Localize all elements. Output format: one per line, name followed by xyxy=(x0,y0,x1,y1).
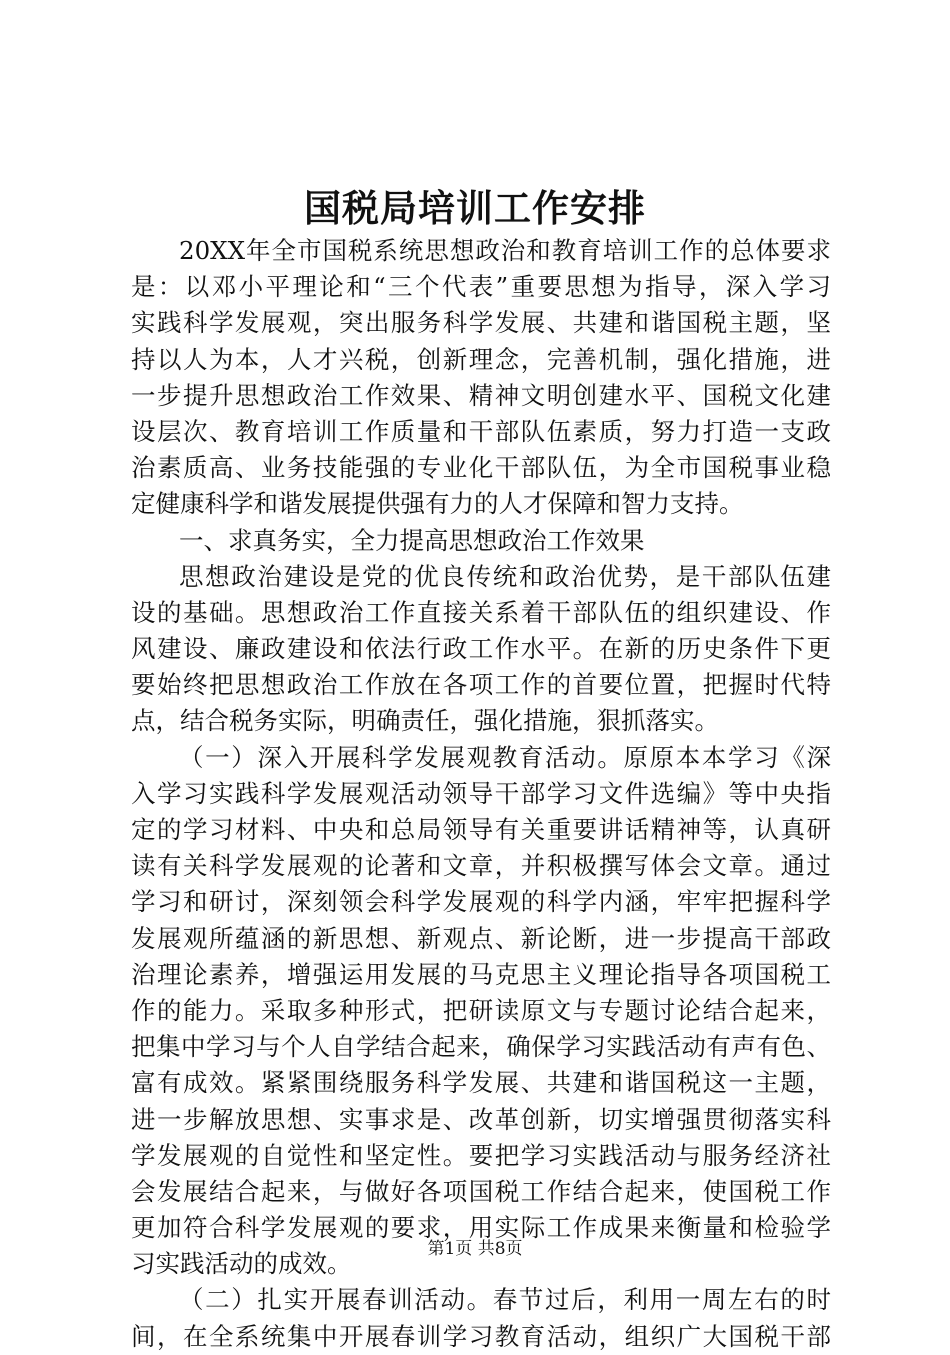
body-line: 富有成效。紧紧围绕服务科学发展、共建和谐国税这一主题， xyxy=(131,1068,831,1098)
body-line: 发展观所蕴涵的新思想、新观点、新论断，进一步提高干部政 xyxy=(131,923,831,953)
body-line: 进一步解放思想、实事求是、改革创新，切实增强贯彻落实科 xyxy=(131,1104,831,1134)
body-line: 实践科学发展观，突出服务科学发展、共建和谐国税主题，坚 xyxy=(131,308,831,338)
body-line: 20XX年全市国税系统思想政治和教育培训工作的总体要求 xyxy=(179,236,831,265)
body-line: 会发展结合起来，与做好各项国税工作结合起来，使国税工作 xyxy=(131,1176,831,1206)
body-line: 定的学习材料、中央和总局领导有关重要讲话精神等，认真研 xyxy=(131,815,831,844)
body-line: 一、求真务实，全力提高思想政治工作效果 xyxy=(179,525,645,555)
body-line: 设层次、教育培训工作质量和干部队伍素质，努力打造一支政 xyxy=(131,416,831,446)
document-body xyxy=(131,233,831,1355)
body-line: 入学习实践科学发展观活动领导干部学习文件选编》等中央指 xyxy=(131,778,831,808)
body-line: 学发展观的自觉性和坚定性。要把学习实践活动与服务经济社 xyxy=(131,1140,831,1170)
body-line: 把集中学习与个人自学结合起来，确保学习实践活动有声有色、 xyxy=(131,1032,831,1062)
body-line: （一）深入开展科学发展观教育活动。原原本本学习《深 xyxy=(179,742,831,772)
body-line: 读有关科学发展观的论著和文章，并积极撰写体会文章。通过 xyxy=(131,851,831,881)
body-line: 点，结合税务实际，明确责任，强化措施，狠抓落实。 xyxy=(131,706,719,736)
body-line: 间，在全系统集中开展春训学习教育活动，组织广大国税干部 xyxy=(131,1321,831,1351)
body-line: 习实践活动的成效。 xyxy=(131,1249,352,1279)
body-line: 一步提升思想政治工作效果、精神文明创建水平、国税文化建 xyxy=(131,380,831,410)
body-line: 作的能力。采取多种形式，把研读原文与专题讨论结合起来， xyxy=(131,995,831,1025)
body-line: 设的基础。思想政治工作直接关系着干部队伍的组织建设、作 xyxy=(131,597,831,627)
body-line: 要始终把思想政治工作放在各项工作的首要位置，把握时代特 xyxy=(131,670,831,700)
body-line: 治理论素养，增强运用发展的马克思主义理论指导各项国税工 xyxy=(131,959,831,989)
body-line: 定健康科学和谐发展提供强有力的人才保障和智力支持。 xyxy=(131,489,744,519)
body-line: 是：以邓小平理论和“三个代表”重要思想为指导，深入学习 xyxy=(131,272,831,302)
body-line: 思想政治建设是党的优良传统和政治优势，是干部队伍建 xyxy=(179,561,831,591)
body-line: 持以人为本，人才兴税，创新理念，完善机制，强化措施，进 xyxy=(131,344,831,374)
body-line: （二）扎实开展春训活动。春节过后，利用一周左右的时 xyxy=(179,1285,831,1315)
body-line: 更加符合科学发展观的要求，用实际工作成果来衡量和检验学 xyxy=(131,1213,831,1243)
body-line: 治素质高、业务技能强的专业化干部队伍，为全市国税事业稳 xyxy=(131,453,831,483)
page-footer: 第1页 共8页 xyxy=(427,1239,523,1259)
body-line: 学习和研讨，深刻领会科学发展观的科学内涵，牢牢把握科学 xyxy=(131,887,831,917)
document-title: 国税局培训工作安排 xyxy=(304,186,646,230)
body-line: 风建设、廉政建设和依法行政工作水平。在新的历史条件下更 xyxy=(131,634,831,664)
